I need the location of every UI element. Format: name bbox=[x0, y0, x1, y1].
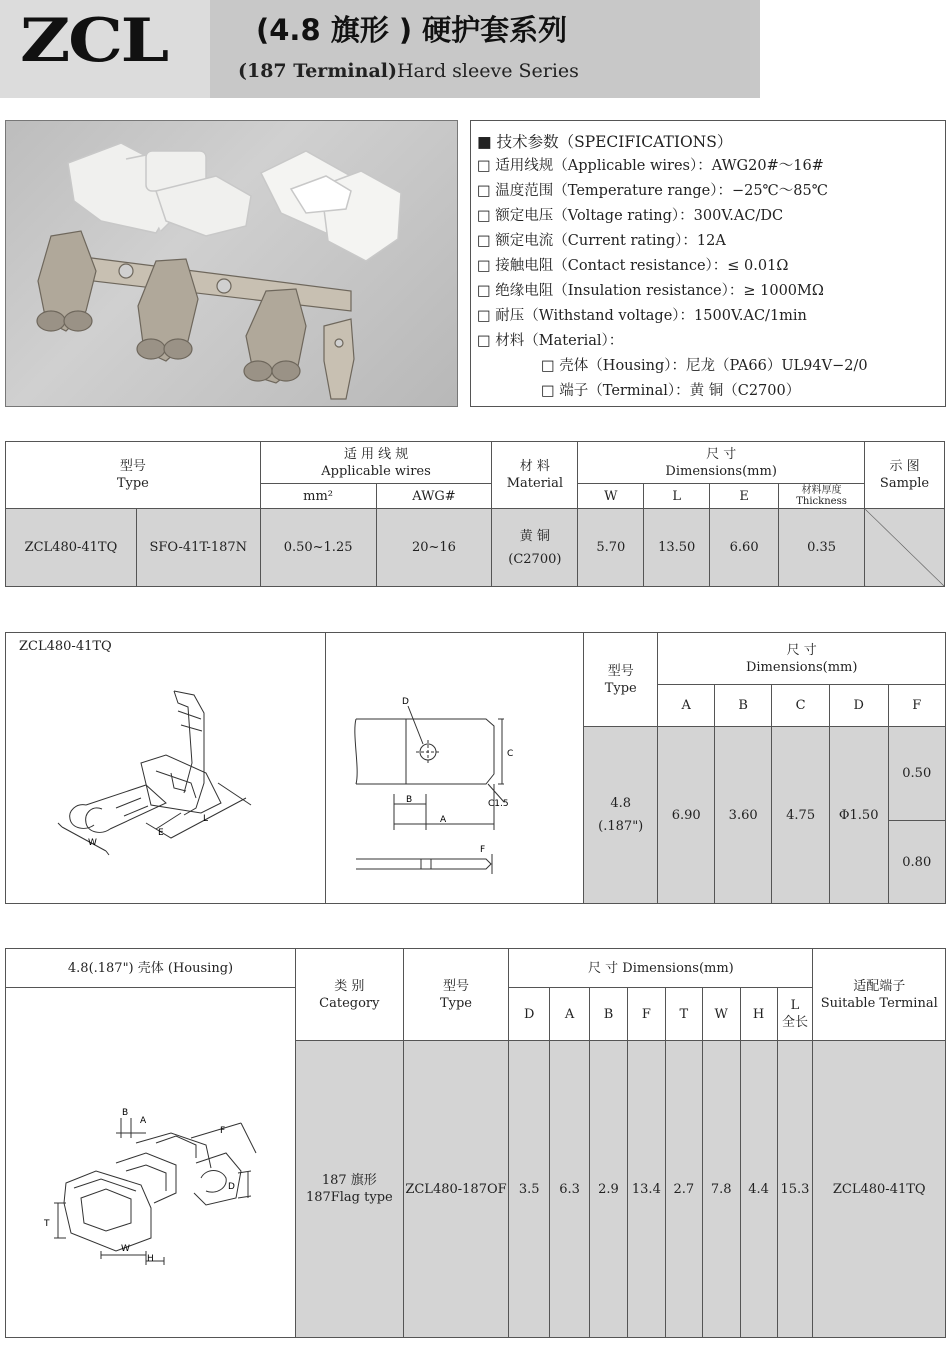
cell-type bbox=[584, 727, 658, 904]
label-b: B bbox=[122, 1107, 129, 1118]
col-c: C bbox=[772, 685, 829, 727]
col-b: B bbox=[590, 988, 628, 1041]
material-header-cn: 材 料 bbox=[519, 459, 550, 474]
cell-material bbox=[492, 509, 578, 587]
suitable-header-en: Suitable Terminal bbox=[820, 995, 938, 1011]
spec-item: □ 材料（Material）： bbox=[477, 333, 624, 349]
col-b: B bbox=[714, 685, 771, 727]
spec-item: □ 接触电阻（Contact resistance）：≤ 0.01Ω bbox=[477, 258, 789, 274]
label-e: E bbox=[158, 828, 164, 838]
cell-w: 5.70 bbox=[578, 509, 644, 587]
category-en: 187Flag type bbox=[305, 1190, 393, 1205]
e-header: E bbox=[710, 484, 779, 509]
label-w: W bbox=[88, 838, 97, 848]
type-value1: 4.8 bbox=[610, 796, 632, 811]
mm2-header: mm² bbox=[260, 484, 376, 509]
col-t: T bbox=[665, 988, 702, 1041]
sample-header bbox=[865, 442, 945, 509]
cell-suitable: ZCL480-41TQ bbox=[813, 1041, 946, 1338]
dimensions-header bbox=[578, 442, 865, 484]
cell-sample bbox=[865, 509, 945, 587]
terminal-tab-drawing-cell bbox=[326, 633, 584, 904]
category-header-cn: 类 别 bbox=[334, 978, 365, 994]
label-d: D bbox=[228, 1181, 235, 1192]
cell-awg: 20~16 bbox=[376, 509, 492, 587]
cell-category bbox=[296, 1041, 404, 1338]
label-d: D bbox=[402, 697, 409, 707]
product-photo bbox=[5, 120, 458, 407]
cell-type2: SFO-41T-187N bbox=[136, 509, 260, 587]
material-header-en: Material bbox=[506, 476, 563, 491]
suitable-header-cn: 适配端子 bbox=[853, 978, 906, 994]
label-a: A bbox=[440, 815, 447, 825]
cell-type: ZCL480-187OF bbox=[403, 1041, 509, 1338]
housing-drawing-cell bbox=[6, 988, 296, 1338]
type-header-cn: 型号 bbox=[607, 663, 634, 679]
w-header: W bbox=[578, 484, 644, 509]
col-f: F bbox=[627, 988, 665, 1041]
label-a: A bbox=[140, 1115, 147, 1126]
cell-mm2: 0.50~1.25 bbox=[260, 509, 376, 587]
drawing-label: ZCL480-41TQ bbox=[19, 639, 112, 654]
housing-dimension-table bbox=[5, 948, 946, 1338]
cell-d: 3.5 bbox=[509, 1041, 550, 1338]
cell-c: 4.75 bbox=[772, 727, 829, 904]
label-c15: C1.5 bbox=[488, 799, 509, 809]
cell-h: 4.4 bbox=[740, 1041, 777, 1338]
col-l-cn: 全长 bbox=[781, 1015, 808, 1030]
terminal-spec-table bbox=[5, 441, 945, 587]
housing-left-image bbox=[68, 143, 251, 236]
label-l: L bbox=[203, 814, 209, 824]
spec-item: □ 温度范围（Temperature range）：−25℃～85℃ bbox=[477, 183, 828, 199]
dims-header-cn: 尺 寸 bbox=[786, 642, 817, 658]
material-cn: 黄 铜 bbox=[519, 528, 550, 544]
cell-l: 13.50 bbox=[644, 509, 710, 587]
col-d: D bbox=[829, 685, 888, 727]
category-header-en: Category bbox=[319, 995, 380, 1011]
category-header bbox=[296, 949, 404, 1041]
col-d: D bbox=[509, 988, 550, 1041]
col-h: H bbox=[740, 988, 777, 1041]
dims-header-en: Dimensions(mm) bbox=[665, 463, 777, 479]
cell-l: 15.3 bbox=[777, 1041, 813, 1338]
spec-sub-item: □ 壳体（Housing）：尼龙（PA66）UL94V−2/0 bbox=[541, 358, 868, 374]
wires-header-cn: 适 用 线 规 bbox=[343, 446, 409, 462]
housing-right-image bbox=[261, 151, 401, 261]
type-header-en: Type bbox=[116, 476, 149, 491]
cell-a: 6.3 bbox=[550, 1041, 590, 1338]
table-row bbox=[6, 509, 945, 587]
label-h: H bbox=[147, 1253, 154, 1264]
wires-header bbox=[260, 442, 492, 484]
label-w: W bbox=[121, 1243, 130, 1254]
label-c: C bbox=[507, 749, 514, 759]
label-f: F bbox=[220, 1125, 226, 1136]
spec-item: □ 额定电压（Voltage rating）：300V.AC/DC bbox=[477, 208, 784, 224]
type-header bbox=[403, 949, 509, 1041]
specs-heading: ■ 技术参数（SPECIFICATIONS） bbox=[477, 133, 733, 151]
terminal-strip-image bbox=[37, 231, 354, 399]
dimensions-header bbox=[658, 633, 946, 685]
cell-f: 13.4 bbox=[627, 1041, 665, 1338]
label-b: B bbox=[406, 795, 413, 805]
spec-item: □ 绝缘电阻（Insulation resistance）：≥ 1000MΩ bbox=[477, 283, 824, 299]
label-f: F bbox=[480, 845, 486, 855]
label-t: T bbox=[44, 1218, 50, 1229]
type-header-en: Type bbox=[604, 680, 637, 696]
material-header bbox=[492, 442, 578, 509]
dims-header-cn: 尺 寸 bbox=[706, 446, 737, 462]
col-a: A bbox=[658, 685, 714, 727]
dimensions-header: 尺 寸 Dimensions(mm) bbox=[509, 949, 813, 988]
suitable-terminal-header bbox=[813, 949, 946, 1041]
col-l bbox=[777, 988, 813, 1041]
cell-w: 7.8 bbox=[702, 1041, 740, 1338]
title-en-rest: Hard sleeve Series bbox=[396, 60, 579, 82]
brand-logo: ZCL bbox=[20, 6, 167, 76]
type-header bbox=[584, 633, 658, 727]
sample-header-en: Sample bbox=[879, 476, 930, 491]
terminal-tab-drawing bbox=[326, 634, 583, 902]
spec-item: □ 额定电流（Current rating）：12A bbox=[477, 233, 726, 249]
cell-e: 6.60 bbox=[710, 509, 779, 587]
col-w: W bbox=[702, 988, 740, 1041]
type-header-cn: 型号 bbox=[119, 459, 146, 474]
col-f: F bbox=[888, 685, 946, 727]
type-value2: (.187") bbox=[598, 819, 644, 834]
category-cn: 187 旗形 bbox=[321, 1173, 377, 1188]
dims-header-en: Dimensions(mm) bbox=[745, 659, 858, 675]
thickness-header bbox=[779, 484, 865, 509]
wires-header-en: Applicable wires bbox=[321, 463, 431, 479]
col-a: A bbox=[550, 988, 590, 1041]
cell-a: 6.90 bbox=[658, 727, 714, 904]
spec-item: □ 适用线规（Applicable wires）：AWG20#～16# bbox=[477, 158, 824, 174]
page-title-en bbox=[238, 60, 579, 82]
terminal-iso-drawing bbox=[6, 633, 325, 901]
col-l-en: L bbox=[790, 998, 800, 1013]
spec-item: □ 耐压（Withstand voltage）：1500V.AC/1min bbox=[477, 308, 807, 324]
type-header bbox=[6, 442, 261, 509]
thickness-header-en: Thickness bbox=[796, 496, 847, 507]
thickness-header-cn: 材料厚度 bbox=[801, 485, 842, 496]
page-title-cn: (4.8 旗形 ) 硬护套系列 bbox=[256, 13, 568, 47]
cell-f2: 0.80 bbox=[888, 821, 946, 904]
spec-sub-item: □ 端子（Terminal）：黄 铜（C2700） bbox=[541, 383, 801, 399]
cell-b: 3.60 bbox=[714, 727, 771, 904]
material-en: (C2700) bbox=[508, 551, 562, 567]
cell-b: 2.9 bbox=[590, 1041, 628, 1338]
type-header-en: Type bbox=[439, 995, 472, 1011]
specifications-panel bbox=[470, 120, 946, 407]
cell-thickness: 0.35 bbox=[779, 509, 865, 587]
terminal-dimension-table bbox=[5, 632, 946, 904]
housing-label: 4.8(.187") 壳体 (Housing) bbox=[6, 949, 296, 988]
cell-type1: ZCL480-41TQ bbox=[6, 509, 137, 587]
cell-t: 2.7 bbox=[665, 1041, 702, 1338]
cell-f1: 0.50 bbox=[888, 727, 946, 821]
l-header: L bbox=[644, 484, 710, 509]
title-en-bold: (187 Terminal) bbox=[238, 60, 397, 82]
awg-header: AWG# bbox=[376, 484, 492, 509]
terminal-drawing-cell bbox=[6, 633, 326, 904]
cell-d: Φ1.50 bbox=[829, 727, 888, 904]
sample-header-cn: 示 图 bbox=[889, 459, 920, 474]
housing-iso-drawing bbox=[6, 993, 295, 1333]
type-header-cn: 型号 bbox=[442, 978, 469, 994]
